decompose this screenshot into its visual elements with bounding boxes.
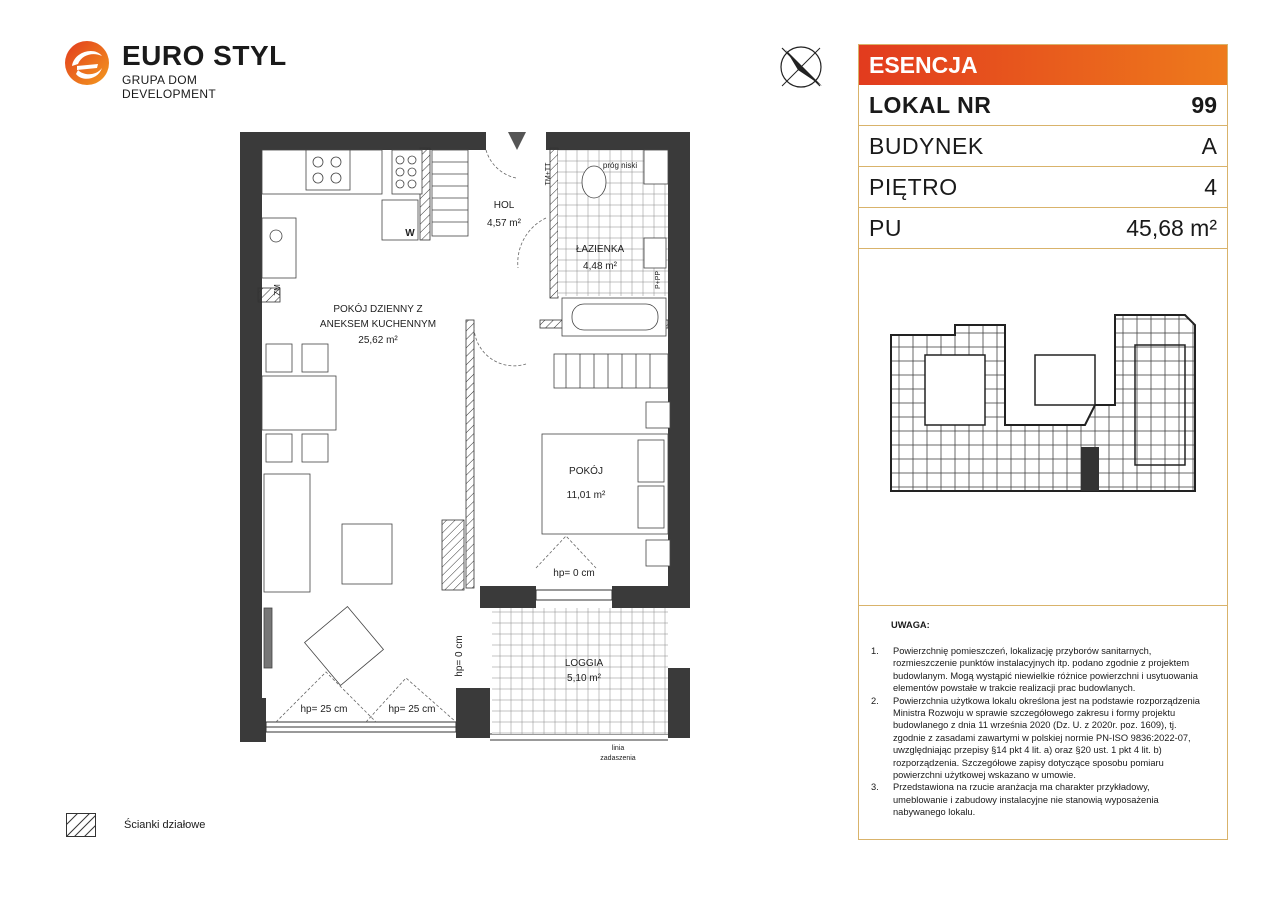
euro-styl-logo-icon bbox=[64, 40, 110, 86]
hp-right: hp= 25 cm bbox=[388, 704, 436, 715]
brand-subtitle: GRUPA DOM DEVELOPMENT bbox=[122, 73, 216, 101]
row-value: A bbox=[1201, 132, 1217, 159]
entrance-arrow-icon bbox=[508, 132, 526, 150]
notes-list bbox=[871, 645, 1201, 819]
note-number: 1. bbox=[871, 646, 879, 656]
north-arrow-icon bbox=[776, 42, 826, 92]
roof-line-label-2: zadaszenia bbox=[600, 755, 636, 762]
mark-zm: ZM bbox=[273, 284, 282, 296]
living-furniture bbox=[262, 344, 392, 685]
loggia-floor bbox=[492, 608, 668, 734]
info-panel bbox=[858, 44, 1228, 840]
room-area-lazienka: 4,48 m² bbox=[583, 261, 617, 272]
note-item bbox=[871, 645, 1201, 695]
unit-highlight bbox=[1081, 447, 1099, 491]
tm-tt-label: TM+TT bbox=[545, 162, 552, 186]
row-label: BUDYNEK bbox=[869, 132, 984, 159]
note-text: Powierzchnię pomieszczeń, lokalizację przyborów sanitarnych, rozmieszczenie punktów instalacyjnych itp. podano zgodnie z projektem budowlanym. Mogą wystąpić niewielkie różnice powierzchni i usytuowania elementów powstałe w trakcie realizacji prac budowlanych. bbox=[893, 646, 1198, 694]
room-area-loggia: 5,10 m² bbox=[567, 673, 601, 684]
hatch-swatch-icon bbox=[66, 813, 96, 837]
row-value: 45,68 m² bbox=[1126, 214, 1217, 241]
row-unit-number bbox=[859, 85, 1227, 126]
note-item bbox=[871, 781, 1201, 818]
note-text: Przedstawiona na rzucie aranżacja ma charakter przykładowy, umeblowanie i zabudowy instalacyjne nie stanowią wyposażenia nabywanego lokalu. bbox=[893, 782, 1159, 818]
key-plan bbox=[859, 247, 1227, 606]
wardrobe bbox=[554, 354, 668, 388]
room-name-living-1: POKÓJ DZIENNY Z bbox=[333, 304, 423, 315]
room-area-living: 25,62 m² bbox=[358, 335, 398, 346]
floor-plan bbox=[236, 128, 696, 768]
row-floor bbox=[859, 167, 1227, 208]
mark-pp: P+PP bbox=[655, 270, 662, 290]
note-number: 2. bbox=[871, 695, 879, 706]
note-text: Powierzchnia użytkowa lokalu określona jest na podstawie rozporządzenia Ministra Rozwoju w sprawie szczegółowego zakresu i formy projektu budowlanego z dnia 11 września 2020 (Dz. U. z 2020r. poz. 1609), tj. zgodnie z zasadami zawartymi w polskiej normie PN-ISO 9836:2022-07, uwzględniając przepisy §14 pkt 4 lit. a) oraz §20 ust. 1 pkt 4 lit. b) rozporządzenia. Szczegółowe zapisy dotyczące sposobu pomiaru powierzchni użytkowej wskazano w umowie. bbox=[893, 695, 1200, 781]
room-name-pokoj: POKÓJ bbox=[569, 466, 603, 477]
room-name-hol: HOL bbox=[493, 200, 515, 211]
row-label: PIĘTRO bbox=[869, 173, 958, 200]
hp-left: hp= 25 cm bbox=[300, 704, 348, 715]
hp-room: hp= 0 cm bbox=[553, 568, 595, 579]
investment-name: ESENCJA bbox=[859, 45, 1227, 85]
legend-label: Ścianki działowe bbox=[124, 819, 206, 831]
room-name-lazienka: ŁAZIENKA bbox=[575, 244, 625, 255]
row-label: PU bbox=[869, 214, 902, 241]
room-area-hol: 4,57 m² bbox=[487, 218, 521, 229]
row-area bbox=[859, 208, 1227, 249]
threshold-label: próg niski bbox=[602, 161, 638, 170]
room-name-living-2: ANEKSEM KUCHENNYM bbox=[319, 319, 437, 330]
room-area-pokoj: 11,01 m² bbox=[566, 490, 606, 501]
roof-line-label-1: linia bbox=[611, 745, 625, 752]
kitchen-counter bbox=[262, 150, 422, 278]
row-building bbox=[859, 126, 1227, 167]
note-number: 3. bbox=[871, 782, 879, 793]
row-label: LOKAL NR bbox=[869, 91, 992, 118]
key-plan-drawing bbox=[885, 305, 1201, 501]
legend bbox=[66, 813, 266, 839]
row-value: 4 bbox=[1204, 173, 1217, 200]
brand-name: EURO STYL bbox=[122, 40, 287, 71]
row-value: 99 bbox=[1191, 91, 1217, 118]
note-item bbox=[871, 695, 1201, 782]
brand-logo bbox=[64, 40, 294, 101]
room-name-loggia: LOGGIA bbox=[564, 658, 604, 669]
mark-w-kitchen: W bbox=[405, 228, 415, 239]
notes-title: UWAGA: bbox=[891, 620, 930, 630]
installation-shaft bbox=[432, 150, 468, 236]
hp-vertical: hp= 0 cm bbox=[454, 635, 465, 677]
